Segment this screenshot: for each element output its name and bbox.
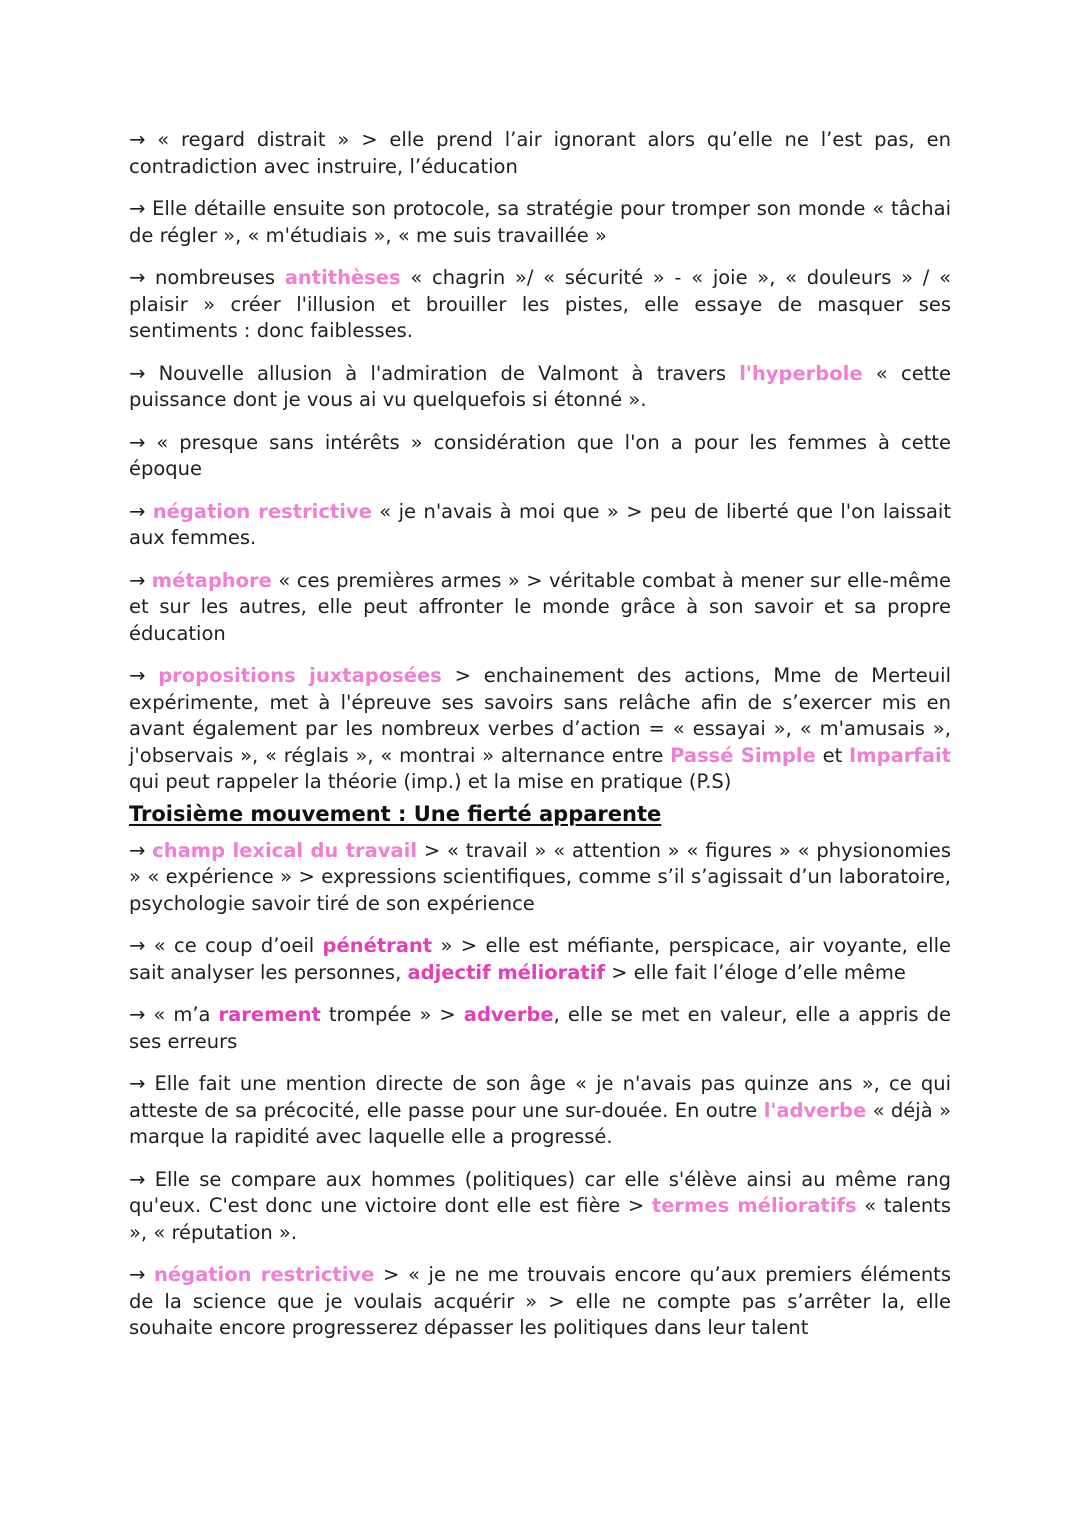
text-segment: → « m’a — [129, 1003, 219, 1026]
text-segment: « je n'avais à moi que » > peu de liberté que l'on laissait aux femmes. — [129, 499, 951, 549]
highlighted-term: adverbe — [463, 1003, 554, 1026]
note-paragraph — [129, 838, 951, 918]
text-segment: « ces premières armes » > véritable combat à mener sur elle-même et sur les autres, elle peut affronter le monde grâce à son savoir et sa propre éducation — [129, 568, 951, 645]
text-segment: qui peut rappeler la théorie (imp.) et la mise en pratique (P.S) — [129, 770, 732, 793]
text-segment: trompée » > — [320, 1003, 464, 1026]
text-segment: → Elle se compare aux hommes (politiques) car elle s'élève ainsi au même rang qu'eux. C'est donc une victoire dont elle est fière > — [129, 1167, 951, 1217]
text-segment: et — [815, 743, 850, 767]
text-segment: → « regard distrait » > elle prend l’air ignorant alors qu’elle ne l’est pas, en contradiction avec instruire, l’éducation — [129, 128, 951, 178]
note-paragraph — [129, 430, 951, 483]
text-segment: → — [129, 838, 153, 862]
text-segment: → « presque sans intérêts » considération que l'on a pour les femmes à cette époque — [129, 430, 951, 480]
note-paragraph — [129, 933, 951, 986]
note-paragraph — [129, 1167, 951, 1247]
note-paragraph — [129, 499, 951, 552]
highlighted-term: pénétrant — [322, 934, 433, 957]
text-segment: > « je ne me trouvais encore qu’aux premiers éléments de la science que je voulais acquérir » > elle ne compte pas s’arrêter la, elle souhaite encore progresserez dépasser les politiques dans leur talent — [129, 1263, 951, 1339]
text-segment: « chagrin »/ « sécurité » - « joie », « douleurs » / « plaisir » créer l'illusion et brouiller les pistes, elle essaye de masquer ses sentiments : donc faiblesses. — [129, 266, 951, 342]
note-paragraph — [129, 196, 951, 249]
paragraph-group-first-part — [129, 127, 951, 796]
text-segment: « cette puissance dont je vous ai vu quelquefois si étonné ». — [129, 361, 951, 411]
note-paragraph — [129, 265, 951, 345]
text-segment: → nombreuses — [129, 266, 285, 289]
note-paragraph — [129, 663, 951, 796]
text-segment: → — [129, 499, 153, 523]
highlighted-term: métaphore — [151, 568, 272, 592]
highlighted-term: l'hyperbole — [739, 361, 863, 385]
text-segment: → Elle détaille ensuite son protocole, sa stratégie pour tromper son monde « tâchai de régler », « m'étudiais », « me suis travaillée » — [129, 197, 951, 247]
note-paragraph — [129, 1262, 951, 1342]
text-segment: > elle fait l’éloge d’elle même — [604, 960, 906, 984]
text-segment: > « travail » « attention » « figures » « physionomies » « expérience » > expressions scientifiques, comme s’il s’agissait d’un laboratoire, psychologie savoir tiré de son expérience — [129, 838, 952, 915]
highlighted-term: négation restrictive — [154, 1263, 375, 1286]
section-heading: Troisième mouvement : Une fierté apparente — [129, 801, 662, 826]
paragraph-group-third-movement — [129, 838, 951, 1342]
text-segment: , elle se met en valeur, elle a appris de ses erreurs — [129, 1003, 951, 1053]
highlighted-term: propositions juxtaposées — [158, 664, 442, 687]
text-segment: → « ce coup d’oeil — [129, 934, 323, 957]
note-paragraph — [129, 1002, 951, 1055]
text-segment: > enchainement des actions, Mme de Merteuil expérimente, met à l'épreuve ses savoirs sans relâche afin de s’exercer mis en avant également par les nombreux verbes d’action = « essayai », « m'amusais », j'observais », « réglais », « montrai » alternance entre — [129, 664, 951, 767]
note-paragraph — [129, 1071, 951, 1151]
highlighted-term: Imparfait — [849, 743, 951, 767]
note-paragraph — [129, 361, 951, 414]
highlighted-term: termes mélioratifs — [651, 1194, 857, 1217]
text-segment: → — [129, 568, 152, 592]
highlighted-term: Passé Simple — [670, 743, 816, 767]
text-segment: → — [129, 1263, 154, 1286]
highlighted-term: l'adverbe — [763, 1098, 867, 1122]
text-segment: → Nouvelle allusion à l'admiration de Valmont à travers — [129, 361, 740, 385]
note-paragraph — [129, 127, 951, 180]
highlighted-term: adjectif mélioratif — [407, 960, 605, 984]
text-segment: » > elle est méfiante, perspicace, air voyante, elle sait analyser les personnes, — [129, 934, 952, 984]
text-segment: → — [129, 664, 159, 687]
highlighted-term: antithèses — [284, 266, 401, 289]
text-segment: → Elle fait une mention directe de son âge « je n'avais pas quinze ans », ce qui atteste de sa précocité, elle passe pour une sur-douée. En outre — [129, 1072, 951, 1122]
note-paragraph — [129, 568, 951, 648]
text-segment: « talents », « réputation ». — [129, 1194, 951, 1244]
highlighted-term: rarement — [218, 1003, 321, 1026]
highlighted-term: champ lexical du travail — [152, 838, 418, 862]
highlighted-term: négation restrictive — [152, 499, 372, 523]
text-segment: « déjà » marque la rapidité avec laquelle elle a progressé. — [129, 1098, 951, 1148]
